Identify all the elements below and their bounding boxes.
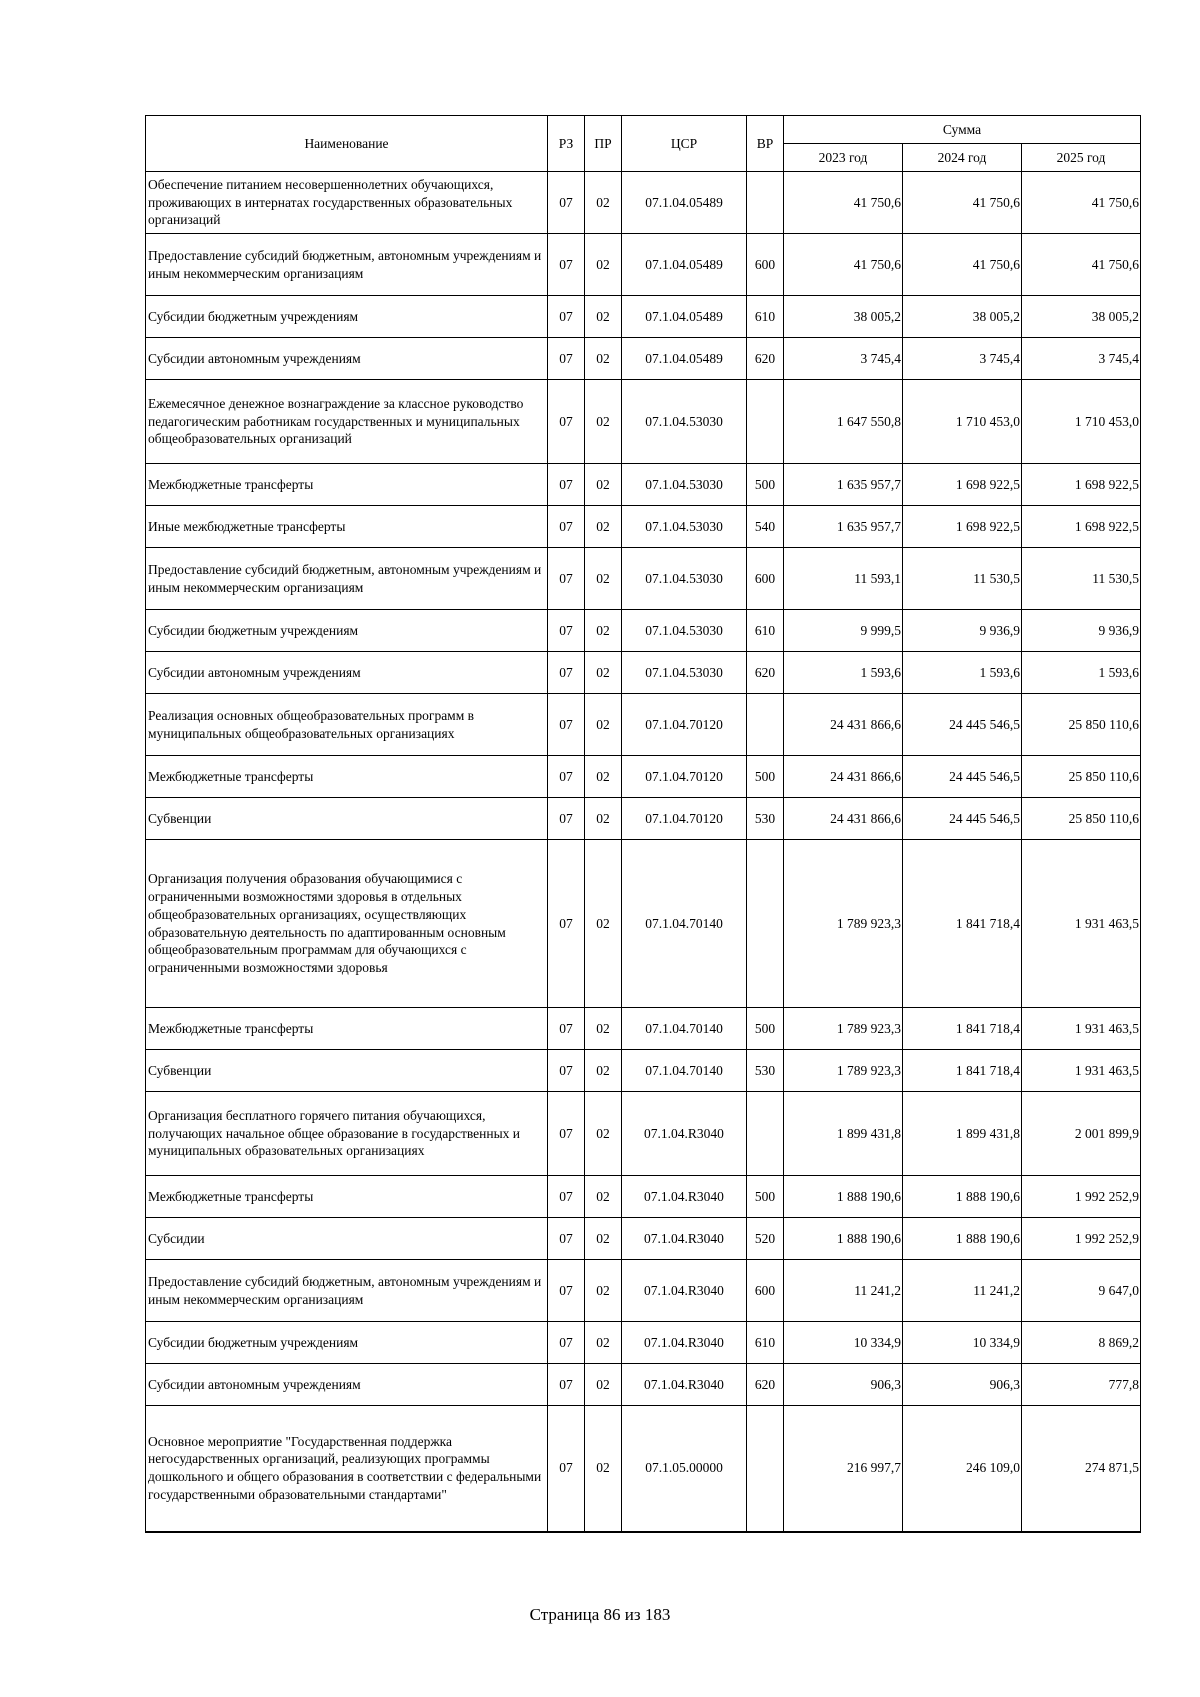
row-pr: 02 [585,1008,622,1050]
row-pr: 02 [585,1050,622,1092]
table-row [146,1008,1141,1050]
row-amount-2024: 11 241,2 [903,1260,1022,1322]
row-csr: 07.1.04.70120 [622,694,747,756]
row-amount-2025: 1 931 463,5 [1022,1008,1141,1050]
table-row [146,338,1141,380]
row-name: Межбюджетные трансферты [146,464,548,506]
row-name: Субвенции [146,798,548,840]
row-amount-2023: 1 647 550,8 [784,380,903,464]
table-row [146,296,1141,338]
header-vr: ВР [747,116,784,172]
header-name: Наименование [146,116,548,172]
row-name: Иные межбюджетные трансферты [146,506,548,548]
row-pr: 02 [585,380,622,464]
row-pr: 02 [585,840,622,1008]
header-pr: ПР [585,116,622,172]
row-pr: 02 [585,1406,622,1532]
row-vr: 500 [747,464,784,506]
row-pr: 02 [585,338,622,380]
row-amount-2024: 1 698 922,5 [903,506,1022,548]
row-amount-2025: 9 647,0 [1022,1260,1141,1322]
row-rz: 07 [548,1050,585,1092]
row-amount-2023: 1 888 190,6 [784,1218,903,1260]
table-row [146,1260,1141,1322]
row-name: Субсидии автономным учреждениям [146,338,548,380]
row-amount-2025: 777,8 [1022,1364,1141,1406]
table-row [146,610,1141,652]
row-csr: 07.1.04.70120 [622,798,747,840]
row-amount-2025: 11 530,5 [1022,548,1141,610]
row-name: Субсидии [146,1218,548,1260]
row-pr: 02 [585,1092,622,1176]
row-amount-2023: 9 999,5 [784,610,903,652]
row-csr: 07.1.04.05489 [622,296,747,338]
row-csr: 07.1.04.53030 [622,652,747,694]
row-rz: 07 [548,296,585,338]
row-amount-2025: 1 710 453,0 [1022,380,1141,464]
row-name: Субвенции [146,1050,548,1092]
row-vr [747,172,784,234]
row-amount-2024: 1 899 431,8 [903,1092,1022,1176]
table-row [146,380,1141,464]
row-amount-2025: 1 698 922,5 [1022,464,1141,506]
row-vr: 500 [747,1176,784,1218]
row-amount-2023: 1 593,6 [784,652,903,694]
row-amount-2023: 1 899 431,8 [784,1092,903,1176]
row-name: Предоставление субсидий бюджетным, автономным учреждениям и иным некоммерческим организациям [146,548,548,610]
row-amount-2025: 3 745,4 [1022,338,1141,380]
row-amount-2023: 41 750,6 [784,172,903,234]
row-amount-2024: 41 750,6 [903,234,1022,296]
row-name: Межбюджетные трансферты [146,1176,548,1218]
budget-table [145,115,1141,1533]
row-amount-2024: 246 109,0 [903,1406,1022,1532]
row-vr: 600 [747,548,784,610]
row-amount-2024: 1 888 190,6 [903,1218,1022,1260]
row-csr: 07.1.04.53030 [622,548,747,610]
row-csr: 07.1.04.05489 [622,338,747,380]
row-pr: 02 [585,1260,622,1322]
row-pr: 02 [585,652,622,694]
row-amount-2024: 1 841 718,4 [903,1050,1022,1092]
header-year-2024: 2024 год [903,144,1022,172]
header-sum: Сумма [784,116,1141,144]
row-csr: 07.1.04.70140 [622,1050,747,1092]
row-amount-2025: 1 992 252,9 [1022,1218,1141,1260]
row-rz: 07 [548,1218,585,1260]
row-rz: 07 [548,756,585,798]
row-amount-2025: 1 931 463,5 [1022,840,1141,1008]
row-pr: 02 [585,296,622,338]
row-pr: 02 [585,172,622,234]
row-rz: 07 [548,652,585,694]
row-amount-2023: 1 789 923,3 [784,840,903,1008]
row-vr: 620 [747,1364,784,1406]
row-pr: 02 [585,1322,622,1364]
row-vr: 520 [747,1218,784,1260]
row-rz: 07 [548,1092,585,1176]
row-amount-2024: 1 841 718,4 [903,1008,1022,1050]
row-rz: 07 [548,694,585,756]
row-name: Субсидии бюджетным учреждениям [146,610,548,652]
row-vr: 600 [747,234,784,296]
row-amount-2023: 24 431 866,6 [784,694,903,756]
table-row [146,694,1141,756]
row-amount-2023: 1 635 957,7 [784,464,903,506]
row-amount-2023: 24 431 866,6 [784,798,903,840]
table-row [146,652,1141,694]
row-amount-2023: 216 997,7 [784,1406,903,1532]
row-rz: 07 [548,234,585,296]
table-row [146,172,1141,234]
row-amount-2025: 8 869,2 [1022,1322,1141,1364]
row-pr: 02 [585,234,622,296]
row-amount-2025: 41 750,6 [1022,234,1141,296]
row-amount-2024: 11 530,5 [903,548,1022,610]
table-row [146,1322,1141,1364]
row-amount-2023: 1 789 923,3 [784,1050,903,1092]
row-pr: 02 [585,694,622,756]
table-row [146,1176,1141,1218]
row-amount-2024: 24 445 546,5 [903,694,1022,756]
row-amount-2023: 10 334,9 [784,1322,903,1364]
table-row [146,840,1141,1008]
table-body [146,172,1141,1532]
row-vr: 620 [747,652,784,694]
table-row [146,1364,1141,1406]
row-vr: 600 [747,1260,784,1322]
table-row [146,1406,1141,1532]
row-rz: 07 [548,1176,585,1218]
row-amount-2025: 25 850 110,6 [1022,694,1141,756]
row-amount-2025: 1 931 463,5 [1022,1050,1141,1092]
row-csr: 07.1.04.R3040 [622,1218,747,1260]
row-rz: 07 [548,1322,585,1364]
row-amount-2025: 1 992 252,9 [1022,1176,1141,1218]
row-pr: 02 [585,1218,622,1260]
row-name: Обеспечение питанием несовершеннолетних обучающихся, проживающих в интернатах государственных образовательных организаций [146,172,548,234]
row-vr: 500 [747,756,784,798]
row-csr: 07.1.04.05489 [622,172,747,234]
row-rz: 07 [548,380,585,464]
row-vr: 530 [747,1050,784,1092]
page-number: Страница 86 из 183 [529,1605,671,1624]
row-amount-2024: 41 750,6 [903,172,1022,234]
row-name: Основное мероприятие "Государственная поддержка негосударственных организаций, реализующих программы дошкольного и общего образования в соответствии с федеральными государственными образовательными стандартами" [146,1406,548,1532]
row-csr: 07.1.04.R3040 [622,1092,747,1176]
row-rz: 07 [548,172,585,234]
row-csr: 07.1.04.53030 [622,610,747,652]
row-rz: 07 [548,1364,585,1406]
row-vr: 610 [747,296,784,338]
row-csr: 07.1.04.70140 [622,840,747,1008]
row-name: Предоставление субсидий бюджетным, автономным учреждениям и иным некоммерческим организациям [146,1260,548,1322]
row-amount-2025: 9 936,9 [1022,610,1141,652]
row-rz: 07 [548,338,585,380]
row-rz: 07 [548,464,585,506]
row-rz: 07 [548,610,585,652]
row-amount-2024: 24 445 546,5 [903,798,1022,840]
row-vr: 610 [747,610,784,652]
row-pr: 02 [585,610,622,652]
row-amount-2024: 1 593,6 [903,652,1022,694]
row-amount-2023: 11 241,2 [784,1260,903,1322]
row-name: Предоставление субсидий бюджетным, автономным учреждениям и иным некоммерческим организациям [146,234,548,296]
row-name: Межбюджетные трансферты [146,1008,548,1050]
row-amount-2024: 906,3 [903,1364,1022,1406]
row-csr: 07.1.04.53030 [622,506,747,548]
row-amount-2023: 11 593,1 [784,548,903,610]
row-name: Реализация основных общеобразовательных программ в муниципальных общеобразовательных организациях [146,694,548,756]
row-name: Субсидии бюджетным учреждениям [146,1322,548,1364]
row-vr: 500 [747,1008,784,1050]
row-name: Ежемесячное денежное вознаграждение за классное руководство педагогическим работникам государственных и муниципальных общеобразовательных организаций [146,380,548,464]
row-csr: 07.1.04.70140 [622,1008,747,1050]
row-amount-2023: 3 745,4 [784,338,903,380]
row-amount-2023: 906,3 [784,1364,903,1406]
row-amount-2025: 1 593,6 [1022,652,1141,694]
row-vr [747,840,784,1008]
row-amount-2025: 2 001 899,9 [1022,1092,1141,1176]
row-rz: 07 [548,1008,585,1050]
row-name: Субсидии бюджетным учреждениям [146,296,548,338]
row-rz: 07 [548,840,585,1008]
row-amount-2023: 1 635 957,7 [784,506,903,548]
row-amount-2025: 25 850 110,6 [1022,756,1141,798]
row-amount-2023: 24 431 866,6 [784,756,903,798]
row-rz: 07 [548,548,585,610]
row-name: Субсидии автономным учреждениям [146,652,548,694]
row-csr: 07.1.05.00000 [622,1406,747,1532]
row-rz: 07 [548,1260,585,1322]
row-amount-2025: 1 698 922,5 [1022,506,1141,548]
table-row [146,234,1141,296]
row-amount-2024: 10 334,9 [903,1322,1022,1364]
table-row [146,1050,1141,1092]
row-vr [747,694,784,756]
row-pr: 02 [585,1364,622,1406]
row-rz: 07 [548,506,585,548]
table-row [146,756,1141,798]
row-csr: 07.1.04.R3040 [622,1260,747,1322]
row-amount-2024: 1 698 922,5 [903,464,1022,506]
row-vr: 530 [747,798,784,840]
row-name: Организация получения образования обучающимися с ограниченными возможностями здоровья в отдельных общеобразовательных организациях, осуществляющих образовательную деятельность по адаптированным основным общеобразовательным программам для обучающихся с ограниченными возможностями здоровья [146,840,548,1008]
row-amount-2024: 1 710 453,0 [903,380,1022,464]
row-vr [747,380,784,464]
header-rz: РЗ [548,116,585,172]
row-pr: 02 [585,798,622,840]
table-row [146,506,1141,548]
row-amount-2025: 25 850 110,6 [1022,798,1141,840]
row-amount-2025: 274 871,5 [1022,1406,1141,1532]
row-pr: 02 [585,548,622,610]
row-pr: 02 [585,464,622,506]
row-csr: 07.1.04.R3040 [622,1364,747,1406]
row-amount-2024: 24 445 546,5 [903,756,1022,798]
row-vr [747,1406,784,1532]
row-amount-2024: 1 888 190,6 [903,1176,1022,1218]
row-vr: 610 [747,1322,784,1364]
table-row [146,464,1141,506]
row-name: Межбюджетные трансферты [146,756,548,798]
row-name: Организация бесплатного горячего питания обучающихся, получающих начальное общее образование в государственных и муниципальных образовательных организациях [146,1092,548,1176]
row-amount-2023: 38 005,2 [784,296,903,338]
header-year-2023: 2023 год [784,144,903,172]
row-name: Субсидии автономным учреждениям [146,1364,548,1406]
row-pr: 02 [585,756,622,798]
row-csr: 07.1.04.70120 [622,756,747,798]
table-row [146,548,1141,610]
row-vr: 540 [747,506,784,548]
row-pr: 02 [585,1176,622,1218]
row-amount-2024: 9 936,9 [903,610,1022,652]
row-csr: 07.1.04.R3040 [622,1176,747,1218]
row-amount-2023: 41 750,6 [784,234,903,296]
table-row [146,798,1141,840]
header-csr: ЦСР [622,116,747,172]
row-amount-2023: 1 888 190,6 [784,1176,903,1218]
table-row [146,1218,1141,1260]
row-amount-2025: 38 005,2 [1022,296,1141,338]
row-csr: 07.1.04.R3040 [622,1322,747,1364]
row-vr: 620 [747,338,784,380]
row-csr: 07.1.04.05489 [622,234,747,296]
row-rz: 07 [548,798,585,840]
row-csr: 07.1.04.53030 [622,464,747,506]
row-amount-2025: 41 750,6 [1022,172,1141,234]
row-amount-2024: 1 841 718,4 [903,840,1022,1008]
header-year-2025: 2025 год [1022,144,1141,172]
row-pr: 02 [585,506,622,548]
row-amount-2024: 38 005,2 [903,296,1022,338]
row-vr [747,1092,784,1176]
row-amount-2023: 1 789 923,3 [784,1008,903,1050]
row-csr: 07.1.04.53030 [622,380,747,464]
row-rz: 07 [548,1406,585,1532]
row-amount-2024: 3 745,4 [903,338,1022,380]
table-row [146,1092,1141,1176]
